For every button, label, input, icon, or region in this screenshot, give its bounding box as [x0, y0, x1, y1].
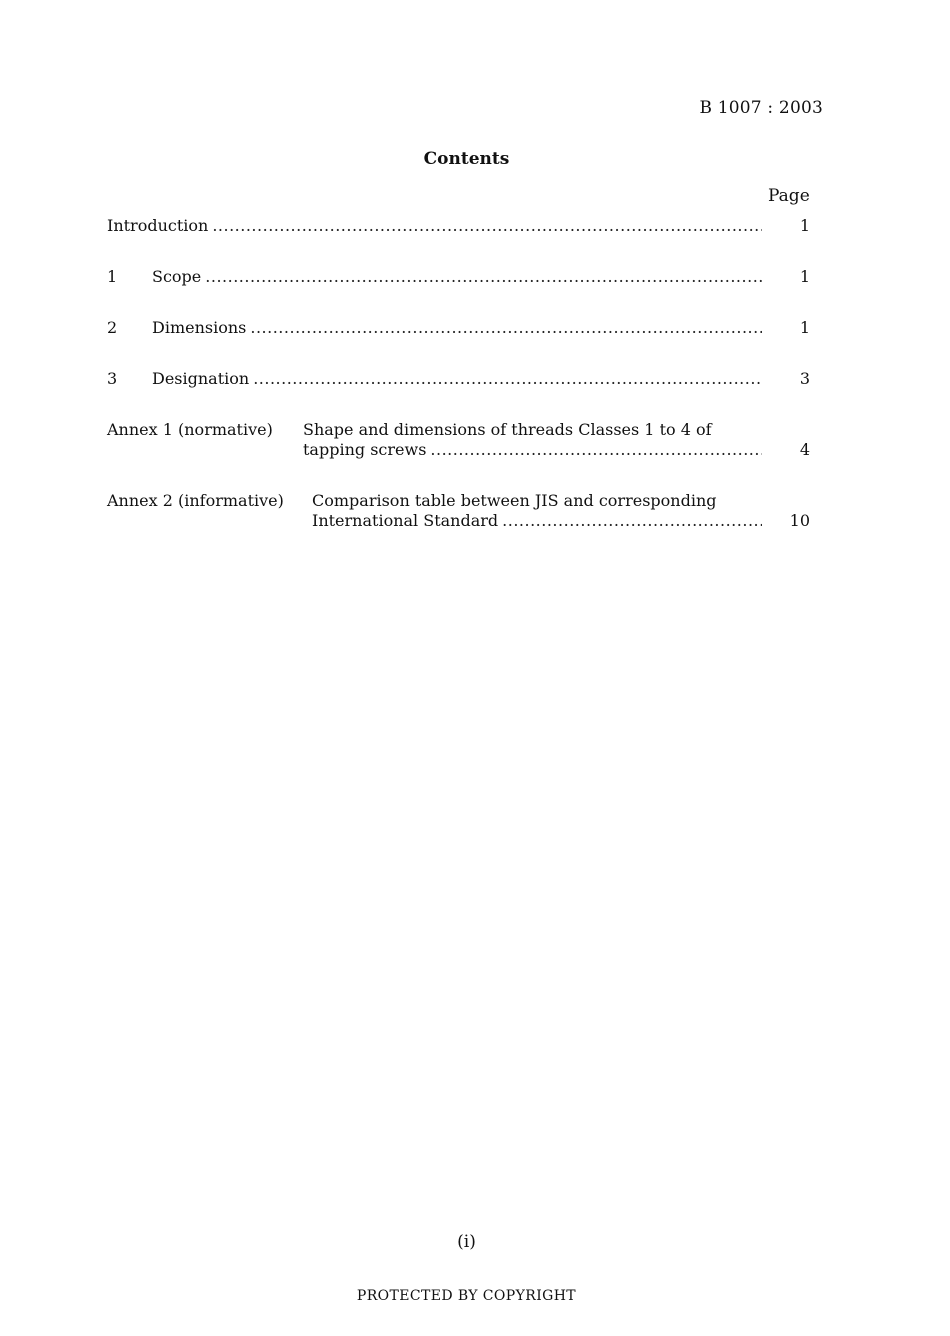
toc-entry-label: Introduction — [107, 216, 209, 235]
annex-title-line-2: International Standard — [312, 511, 499, 530]
dot-leader — [212, 216, 762, 236]
toc-entry-page: 1 — [799, 216, 810, 235]
toc-entry-introduction[interactable] — [107, 216, 810, 236]
toc-entry-label-line — [152, 318, 762, 338]
annex-title-line-1: Shape and dimensions of threads Classes 1 to 4 of — [303, 420, 712, 439]
toc-entry-scope[interactable] — [107, 267, 810, 287]
toc-entry-page: 1 — [799, 318, 810, 337]
dot-leader — [502, 511, 762, 531]
toc-entry-label: Scope — [152, 267, 202, 286]
toc-entry-label-line — [303, 440, 762, 460]
toc-title: Contents — [423, 149, 510, 169]
dot-leader — [205, 267, 762, 287]
toc-entry-page: 4 — [799, 440, 810, 459]
doc-id: B 1007 : 2003 — [699, 98, 823, 118]
footer-page-number: (i) — [457, 1232, 476, 1252]
toc-entry-label-line — [152, 267, 762, 287]
toc-entry-label-line — [107, 216, 762, 236]
toc-entry-dimensions[interactable] — [107, 318, 810, 338]
toc-entry-label-line — [312, 511, 762, 531]
toc-entry-annex-1[interactable] — [107, 420, 810, 460]
toc-entry-annex-2[interactable] — [107, 491, 810, 531]
annex-prefix: Annex 1 (normative) — [107, 420, 273, 439]
copyright-notice: PROTECTED BY COPYRIGHT — [356, 1288, 577, 1304]
toc-entry-designation[interactable] — [107, 369, 810, 389]
toc-entry-label-line — [152, 369, 762, 389]
annex-title-line-2: tapping screws — [303, 440, 427, 459]
toc-entry-page: 1 — [799, 267, 810, 286]
toc-entry-number: 3 — [107, 369, 118, 388]
toc-entry-page: 3 — [799, 369, 810, 388]
toc-entry-number: 1 — [107, 267, 118, 286]
toc-entry-number: 2 — [107, 318, 118, 337]
annex-prefix: Annex 2 (informative) — [107, 491, 284, 510]
toc-entry-page: 10 — [789, 511, 810, 530]
toc-entry-label: Dimensions — [152, 318, 247, 337]
toc-entry-label: Designation — [152, 369, 250, 388]
page-column-header: Page — [768, 186, 810, 206]
annex-title-line-1: Comparison table between JIS and corresponding — [312, 491, 717, 510]
dot-leader — [253, 369, 762, 389]
dot-leader — [430, 440, 762, 460]
dot-leader — [250, 318, 762, 338]
